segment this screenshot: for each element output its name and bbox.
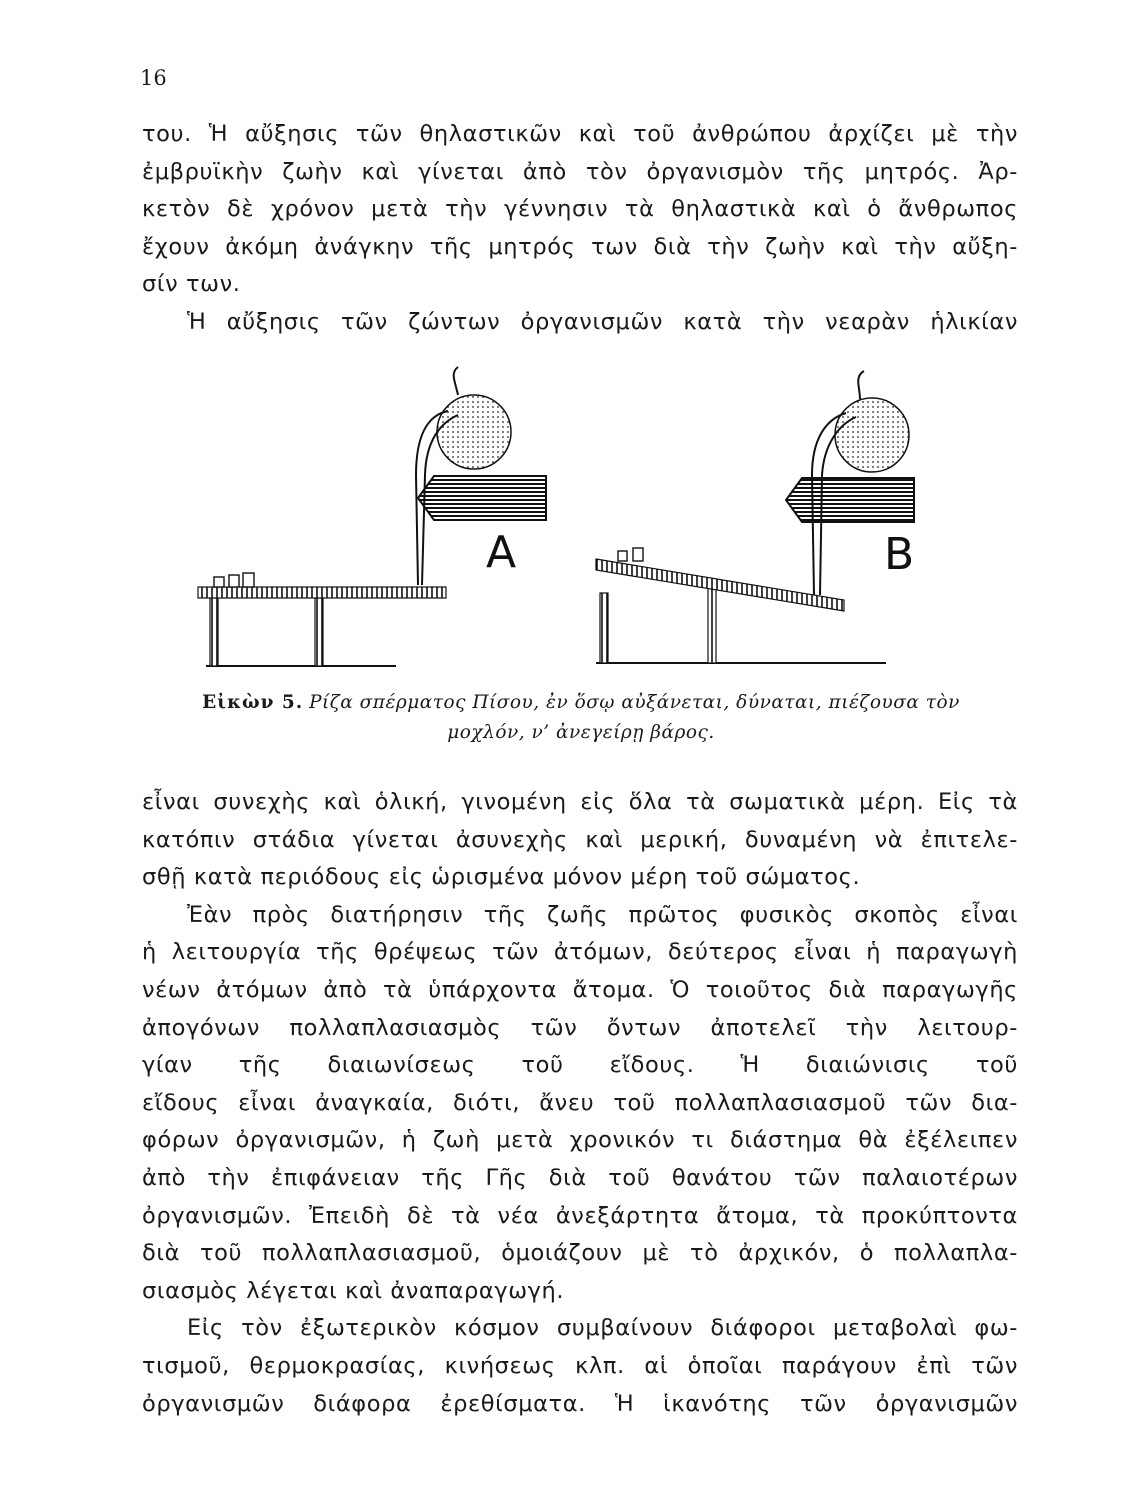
text-line: γίαν τῆς διαιωνίσεως τοῦ εἴδους. Ἡ διαιώνισις τοῦ bbox=[142, 1052, 1018, 1079]
caption-line-1 bbox=[150, 688, 1012, 718]
table-leg bbox=[210, 598, 218, 666]
figure-illustration bbox=[196, 355, 916, 675]
figure-caption bbox=[150, 688, 1012, 748]
setup-a bbox=[198, 367, 546, 666]
caption-label: Εἰκὼν 5. bbox=[202, 692, 304, 713]
text-line: ἐμβρυϊκὴν ζωὴν καὶ γίνεται ἀπὸ τὸν ὀργανισμὸν τῆς μητρός. Ἀρ- bbox=[142, 158, 1018, 185]
text-line: ὀργανισμῶν. Ἐπειδὴ δὲ τὰ νέα ἀνεξάρτητα ἄτομα, τὰ προκύπτοντα bbox=[142, 1202, 1018, 1229]
text-line: Εἰς τὸν ἐξωτερικὸν κόσμον συμβαίνουν διάφοροι μεταβολαὶ φω- bbox=[187, 1315, 1018, 1342]
weight bbox=[618, 551, 627, 561]
text-line: ὀργανισμῶν διάφορα ἐρεθίσματα. Ἡ ἱκανότης τῶν ὀργανισμῶν bbox=[142, 1390, 1018, 1417]
text-line: διὰ τοῦ πολλαπλασιασμοῦ, ὁμοιάζουν μὲ τὸ ἀρχικόν, ὁ πολλαπλα- bbox=[142, 1240, 1018, 1267]
clamp-block bbox=[786, 478, 914, 522]
text-line: σιασμὸς λέγεται καὶ ἀναπαραγωγή. bbox=[142, 1277, 565, 1304]
table-leg bbox=[600, 593, 608, 663]
clamp-block bbox=[418, 476, 546, 520]
text-line: σθῇ κατὰ περιόδους εἰς ὡρισμένα μόνον μέρη τοῦ σώματος. bbox=[142, 864, 861, 891]
text-line: ἀπὸ τὴν ἐπιφάνειαν τῆς Γῆς διὰ τοῦ θανάτου τῶν παλαιοτέρων bbox=[142, 1164, 1018, 1191]
page-number: 16 bbox=[140, 66, 167, 90]
text-line: εἴδους εἶναι ἀναγκαία, διότι, ἄνευ τοῦ πολλαπλασιασμοῦ τῶν δια- bbox=[142, 1089, 1018, 1116]
label-b: B bbox=[884, 529, 915, 580]
pea-seed bbox=[437, 395, 511, 469]
text-line: φόρων ὀργανισμῶν, ἡ ζωὴ μετὰ χρονικόν τι διάστημα θὰ ἐξέλειπεν bbox=[142, 1127, 1018, 1154]
bottom-text bbox=[142, 784, 1018, 1423]
tilted-lever-beam bbox=[596, 559, 844, 611]
text-line: σίν των. bbox=[142, 271, 241, 298]
text-line: ἀπογόνων πολλαπλασιασμὸς τῶν ὄντων ἀποτελεῖ τὴν λειτουρ- bbox=[142, 1014, 1018, 1041]
fulcrum-post bbox=[708, 585, 716, 663]
text-line: κατόπιν στάδια γίνεται ἀσυνεχὴς καὶ μερική, δυναμένη νὰ ἐπιτελε- bbox=[142, 826, 1018, 853]
text-line: Ἡ αὔξησις τῶν ζώντων ὀργανισμῶν κατὰ τὴν νεαρὰν ἡλικίαν bbox=[187, 308, 1018, 335]
text-line: ἡ λειτουργία τῆς θρέψεως τῶν ἀτόμων, δεύτερος εἶναι ἡ παραγωγὴ bbox=[142, 939, 1018, 966]
weight bbox=[214, 577, 224, 587]
text-line: Ἐὰν πρὸς διατήρησιν τῆς ζωῆς πρῶτος φυσικὸς σκοπὸς εἶναι bbox=[187, 901, 1018, 928]
text-line: ἔχουν ἀκόμη ἀνάγκην τῆς μητρός των διὰ τὴν ζωὴν καὶ τὴν αὔξη- bbox=[142, 233, 1018, 260]
text-line: νέων ἀτόμων ἀπὸ τὰ ὑπάρχοντα ἄτομα. Ὁ τοιοῦτος διὰ παραγωγῆς bbox=[142, 976, 1018, 1003]
figure-pea-root-lever bbox=[196, 355, 916, 675]
top-paragraph bbox=[142, 116, 1018, 342]
text-line: τισμοῦ, θερμοκρασίας, κινήσεως κλπ. αἱ ὁποῖαι παράγουν ἐπὶ τῶν bbox=[142, 1352, 1018, 1379]
text-line: κετὸν δὲ χρόνον μετὰ τὴν γέννησιν τὰ θηλαστικὰ καὶ ὁ ἄνθρωπος bbox=[142, 196, 1018, 223]
sprout bbox=[858, 371, 864, 399]
weight bbox=[633, 548, 643, 561]
text-line: του. Ἡ αὔξησις τῶν θηλαστικῶν καὶ τοῦ ἀνθρώπου ἀρχίζει μὲ τὴν bbox=[142, 121, 1018, 147]
lever-beam bbox=[198, 587, 446, 598]
text-line: εἶναι συνεχὴς καὶ ὁλική, γινομένη εἰς ὅλα τὰ σωματικὰ μέρη. Εἰς τὰ bbox=[142, 789, 1018, 815]
weight bbox=[243, 573, 254, 587]
table-leg bbox=[315, 598, 323, 666]
label-a: A bbox=[486, 527, 517, 578]
sprout bbox=[454, 367, 458, 395]
pea-seed bbox=[835, 398, 909, 472]
caption-line-2: μοχλόν, ν’ ἀνεγείρῃ βάρος. bbox=[447, 722, 715, 743]
weight bbox=[229, 575, 239, 587]
setup-b bbox=[596, 371, 914, 663]
caption-text: Ρίζα σπέρματος Πίσου, ἐν ὅσῳ αὐξάνεται, δύναται, πιέζουσα τὸν bbox=[309, 692, 960, 713]
